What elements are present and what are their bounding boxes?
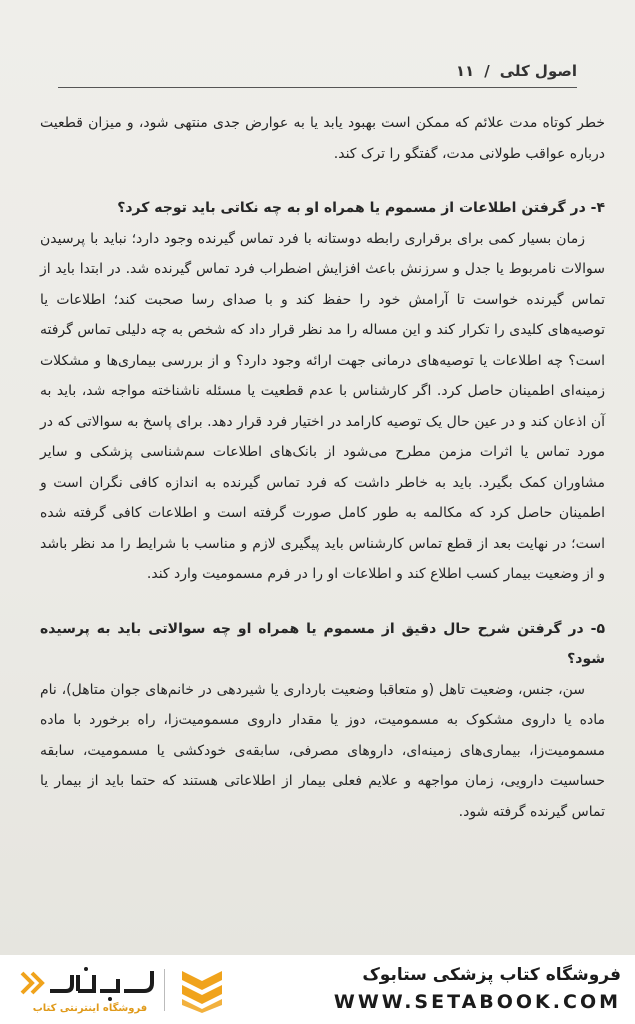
chevron-logo-icon [178, 967, 226, 1013]
question-4-heading: ۴- در گرفتن اطلاعات از مسموم یا همراه او به چه نکاتی باید توجه کرد؟ [117, 200, 605, 216]
logo-tagline: فروشگاه اینترنتی کتاب [32, 1003, 148, 1014]
watermark-footer [0, 955, 635, 1024]
logo-divider [164, 969, 165, 1011]
question-5-heading: ۵- در گرفتن شرح حال دقیق از مسموم یا همراه او چه سوالاتی باید به پرسیده شود؟ [40, 620, 605, 667]
page-number: ۱۱ [455, 62, 475, 80]
intro-paragraph: خطر کوتاه مدت علائم که ممکن است بهبود یابد یا به عوارض جدی منتهی شود، و میزان قطعیت درباره عواقب طولانی مدت، گفتگو را ترک کند. [40, 115, 605, 162]
header-separator: / [484, 62, 490, 80]
header-rule [58, 87, 577, 88]
page-content [40, 108, 605, 827]
answer-5-paragraph: سن، جنس، وضعیت تاهل (و متعاقبا وضعیت بارداری یا شیردهی در خانم‌های جوان متاهل)، نام ماده یا داروی مشکوک به مسمومیت، دوز یا مقدار داروی مسمومیت‌زا، راه برخورد با ماده مسمومیت‌زا، بیماری‌های زمینه‌ای، داروهای مصرفی، سابقه‌ی خودکشی یا مسمومیت، سابقه حساسیت دارویی، زمان مواجهه و علایم فعلی بیمار از اطلاعاتی هستند که حتما باید از بیمار یا تماس گیرنده گرفته شود. [40, 681, 605, 820]
answer-4-paragraph: زمان بسیار کمی برای برقراری رابطه دوستانه با فرد تماس گیرنده وجود دارد؛ نباید با پرسیدن سوالات نامربوط یا جدل و سرزنش باعث افزایش اضطراب فرد تماس گیرنده شد. در ابتدا باید از تماس گیرنده خواست تا آرامش خود را حفظ کند و با صدای رسا صحبت کند؛ اطلاعات یا توصیه‌های کلیدی را تکرار کند و این مساله را مد نظر قرار داد که شخص به چه دلیلی تماس گرفته است؟ چه اطلاعات یا توصیه‌های درمانی جهت ارائه وجود دارد؟ و از بررسی بیماری‌ها و مشکلات زمینه‌ای اطمینان حاصل کرد. اگر کارشناس با عدم قطعیت یا مسئله ناشناخته مواجه شد، باید به آن اذعان کند و در عین حال یک توصیه کارامد در اختیار فرد قرار دهد. برای پاسخ به سوالاتی که در مورد تماس یا اثرات مزمن مطرح می‌شود از بانک‌های اطلاعات سم‌شناسی پزشکی و سایر مشاوران کمک بگیرد. باید به خاطر داشت که فرد تماس گیرنده به اندازه کافی نگران است و اطمینان حاصل کرد که مکالمه به طور کامل صورت گرفته است و اطلاعات کافی گرفته شده است؛ در نهایت بعد از قطع تماس کارشناس باید پیگیری لازم و مناسب با شرایط را مد نظر باشد و از وضعیت بیمار کسب اطلاع کند و اطلاعات او را در فرم مسمومیت وارد کند. [40, 230, 605, 582]
chapter-title: اصول کلی [499, 62, 577, 80]
store-url[interactable]: WWW.SETABOOK.COM [333, 991, 621, 1013]
store-name: فروشگاه کتاب پزشکی ستابوک [362, 965, 621, 985]
setabook-logo-icon [14, 963, 159, 1003]
page-header [58, 58, 577, 84]
